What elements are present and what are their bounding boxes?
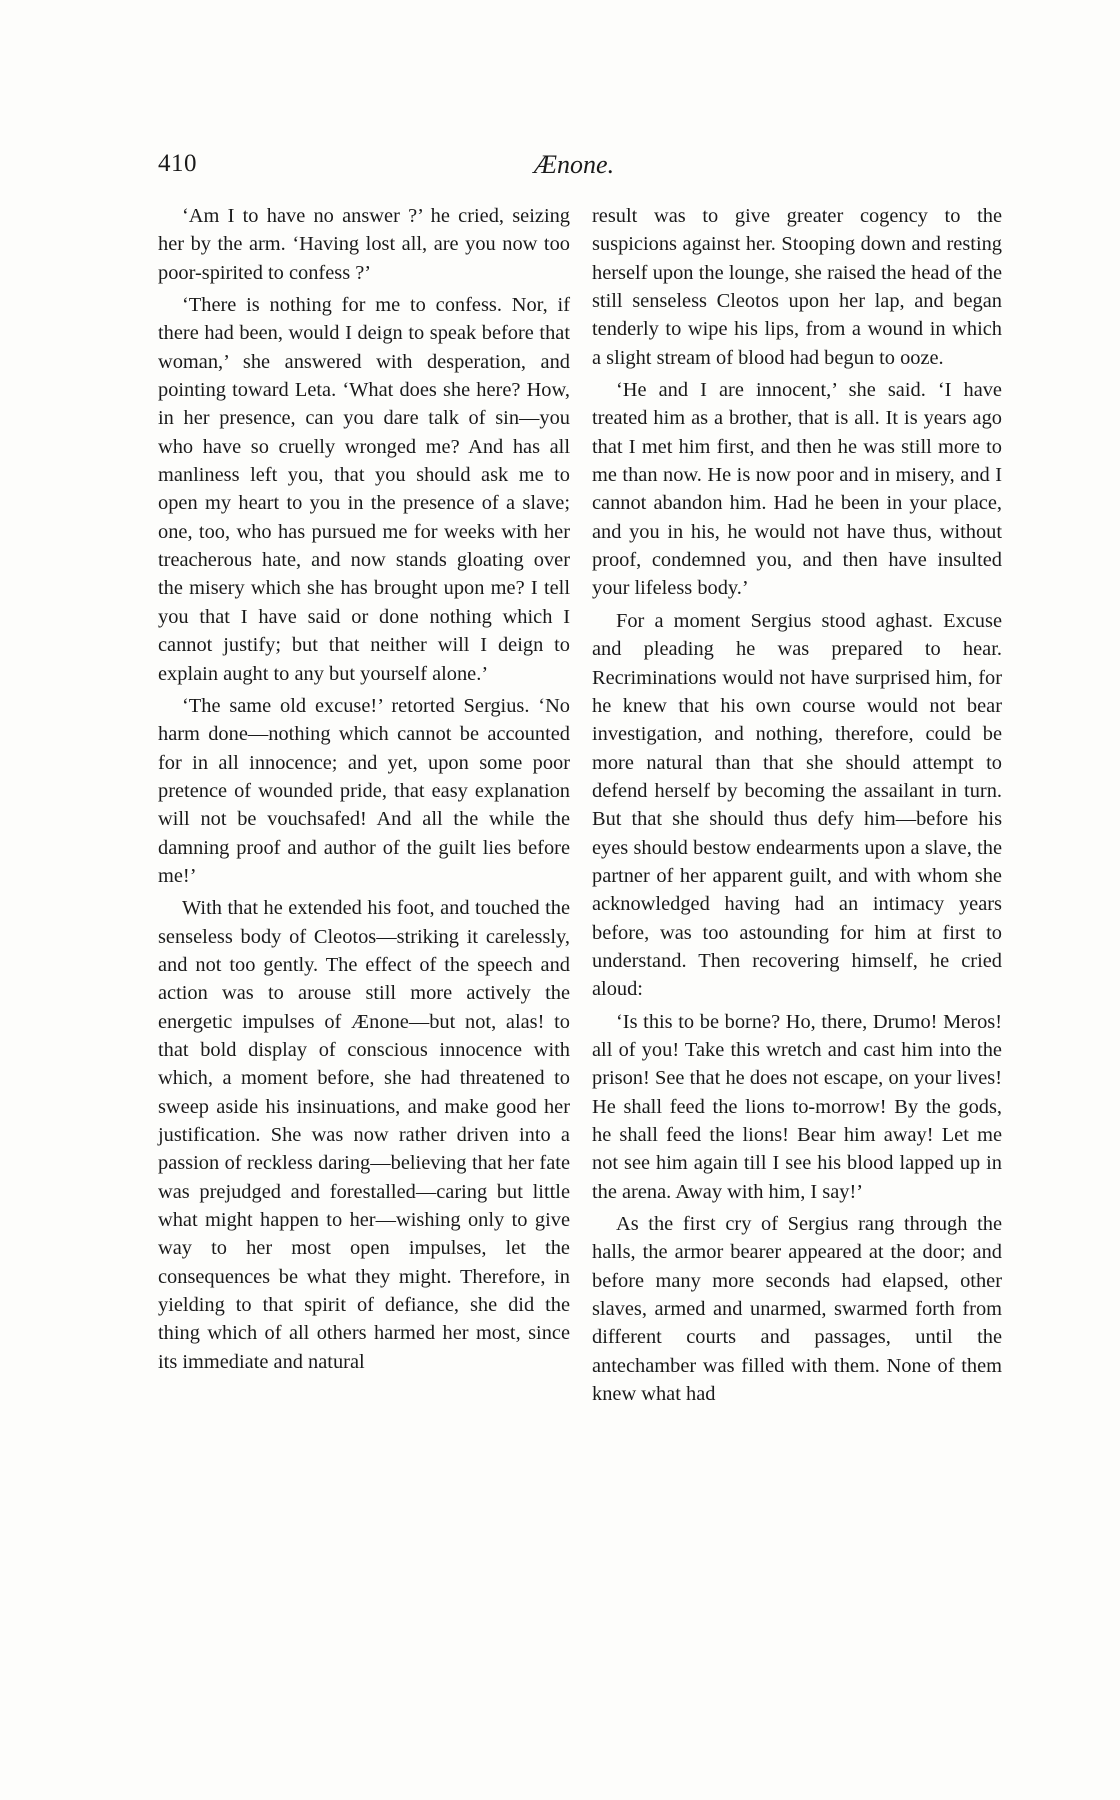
running-head <box>158 150 990 182</box>
paragraph: ‘He and I are innocent,’ she said. ‘I have treated him as a brother, that is all. It is years ago that I met him first, and then he was still more to me than now. He is now poor and in misery, and I cannot abandon him. Had he been in your place, and you in his, he would not have thus, without proof, condemned you, and then have insulted your lifeless body.’ <box>592 379 1002 600</box>
paragraph: ‘The same old excuse!’ retorted Sergius. ‘No harm done—nothing which cannot be accounted for in all innocence; and yet, upon some poor pretence of wounded pride, that easy explanation will not be vouchsafed! And all the while the damning proof and author of the guilt lies before me!’ <box>158 694 570 887</box>
paragraph: ‘Am I to have no answer ?’ he cried, seizing her by the arm. ‘Having lost all, are you now too poor-spirited to confess ?’ <box>158 205 570 284</box>
paragraph: ‘Is this to be borne? Ho, there, Drumo! Meros! all of you! Take this wretch and cast him into the prison! See that he does not escape, on your lives! He shall feed the lions to-morrow! By the gods, he shall feed the lions! Bear him away! Let me not see him again till I see his blood lapped up in the arena. Away with him, I say!’ <box>592 1010 1002 1203</box>
left-column <box>158 202 570 1376</box>
paragraph: ‘There is nothing for me to confess. Nor, if there had been, would I deign to speak before that woman,’ she answered with desperation, and pointing toward Leta. ‘What does she here? How, in her presence, can you dare talk of sin—you who have so cruelly wronged me? And has all manliness left you, that you should ask me to open my heart to you in the presence of a slave; one, too, who has pursued me for weeks with her treacherous hate, and now stands gloating over the misery which she has brought upon me? I tell you that I have said or done nothing which I cannot justify; but that neither will I deign to explain aught to any but yourself alone.’ <box>158 294 570 685</box>
paragraph: For a moment Sergius stood aghast. Excuse and pleading he was prepared to hear. Recriminations would not have surprised him, for he knew that his own course would not bear investigation, and nothing, therefore, could be more natural than that she should attempt to defend herself by becoming the assailant in turn. But that she should thus defy him—before his eyes should bestow endearments upon a slave, the partner of her apparent guilt, and with whom she acknowledged having had an intimacy years before, was too astounding for him at first to understand. Then recovering himself, he cried aloud: <box>592 609 1002 1001</box>
running-title: Ænone. <box>533 150 615 179</box>
paragraph: With that he extended his foot, and touched the senseless body of Cleotos—striking it carelessly, and not too gently. The effect of the speech and action was to arouse still more actively the energetic impulses of Ænone—but not, alas! to that bold display of conscious innocence with which, a moment before, she had threatened to sweep aside his insinuations, and make good her justification. She was now rather driven into a passion of reckless daring—believing that her fate was prejudged and forestalled—caring but little what might happen to her—wishing only to give way to her most open impulses, let the consequences be what they might. Therefore, in yielding to that spirit of defiance, she did the thing which of all others harmed her most, since its immediate and natural <box>158 897 570 1373</box>
right-column <box>592 202 1002 1408</box>
page-number: 410 <box>158 150 197 177</box>
paragraph: As the first cry of Sergius rang through the halls, the armor bearer appeared at the door; and before many more seconds had elapsed, other slaves, armed and unarmed, swarmed forth from different courts and passages, until the antechamber was filled with them. None of them knew what had <box>592 1213 1002 1406</box>
paragraph-continued: result was to give greater cogency to the suspicions against her. Stooping down and resting herself upon the lounge, she raised the head of the still senseless Cleotos upon her lap, and began tenderly to wipe his lips, from a wound in which a slight stream of blood had begun to ooze. <box>592 205 1002 369</box>
